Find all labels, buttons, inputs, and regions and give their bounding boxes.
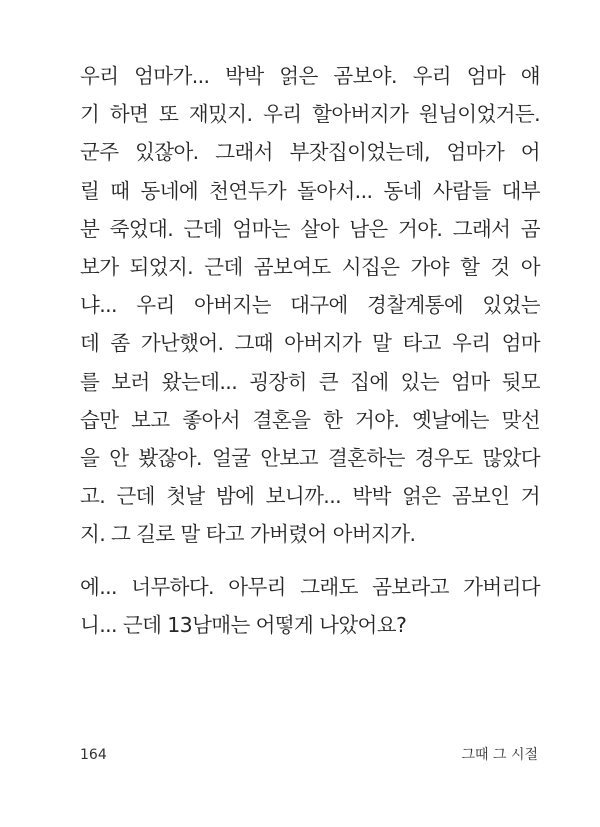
text-line: 를 보러 왔는데... 굉장히 큰 집에 있는 엄마 뒷모 bbox=[80, 369, 540, 394]
text-line: 군주 있잖아. 그래서 부잣집이었는데, 엄마가 어 bbox=[80, 140, 540, 165]
text-line: 냐... 우리 아버지는 대구에 경찰계통에 있었는 bbox=[80, 293, 540, 318]
text-line: 보가 되었지. 근데 곰보여도 시집은 가야 할 것 아 bbox=[80, 255, 540, 280]
text-line: 고. 근데 첫날 밤에 보니까... 박박 얽은 곰보인 거 bbox=[80, 484, 540, 509]
text-line: 습만 보고 좋아서 결혼을 한 거야. 옛날에는 맞선 bbox=[80, 407, 540, 432]
text-line: 릴 때 동네에 천연두가 돌아서... 동네 사람들 대부 bbox=[80, 178, 540, 203]
text-line: 니... 근데 13남매는 어떻게 나았어요? bbox=[80, 613, 407, 638]
text-line: 우리 엄마가... 박박 얽은 곰보야. 우리 엄마 얘 bbox=[80, 64, 540, 88]
text-line: 을 안 봤잖아. 얼굴 안보고 결혼하는 경우도 많았다 bbox=[80, 446, 540, 471]
page-number: 164 bbox=[80, 747, 107, 763]
paragraph-1 bbox=[80, 57, 540, 554]
text-line: 기 하면 또 재밌지. 우리 할아버지가 원님이었거든. bbox=[80, 102, 540, 127]
running-title: 그때 그 시절 bbox=[461, 747, 538, 763]
text-line: 지. 그 길로 말 타고 가버렸어 아버지가. bbox=[80, 522, 416, 547]
paragraph-2 bbox=[80, 568, 540, 644]
text-line: 데 좀 가난했어. 그때 아버지가 말 타고 우리 엄마 bbox=[80, 331, 540, 356]
text-line: 에... 너무하다. 아무리 그래도 곰보라고 가버리다 bbox=[80, 575, 540, 599]
text-line: 분 죽었대. 근데 엄마는 살아 남은 거야. 그래서 곰 bbox=[80, 216, 540, 241]
